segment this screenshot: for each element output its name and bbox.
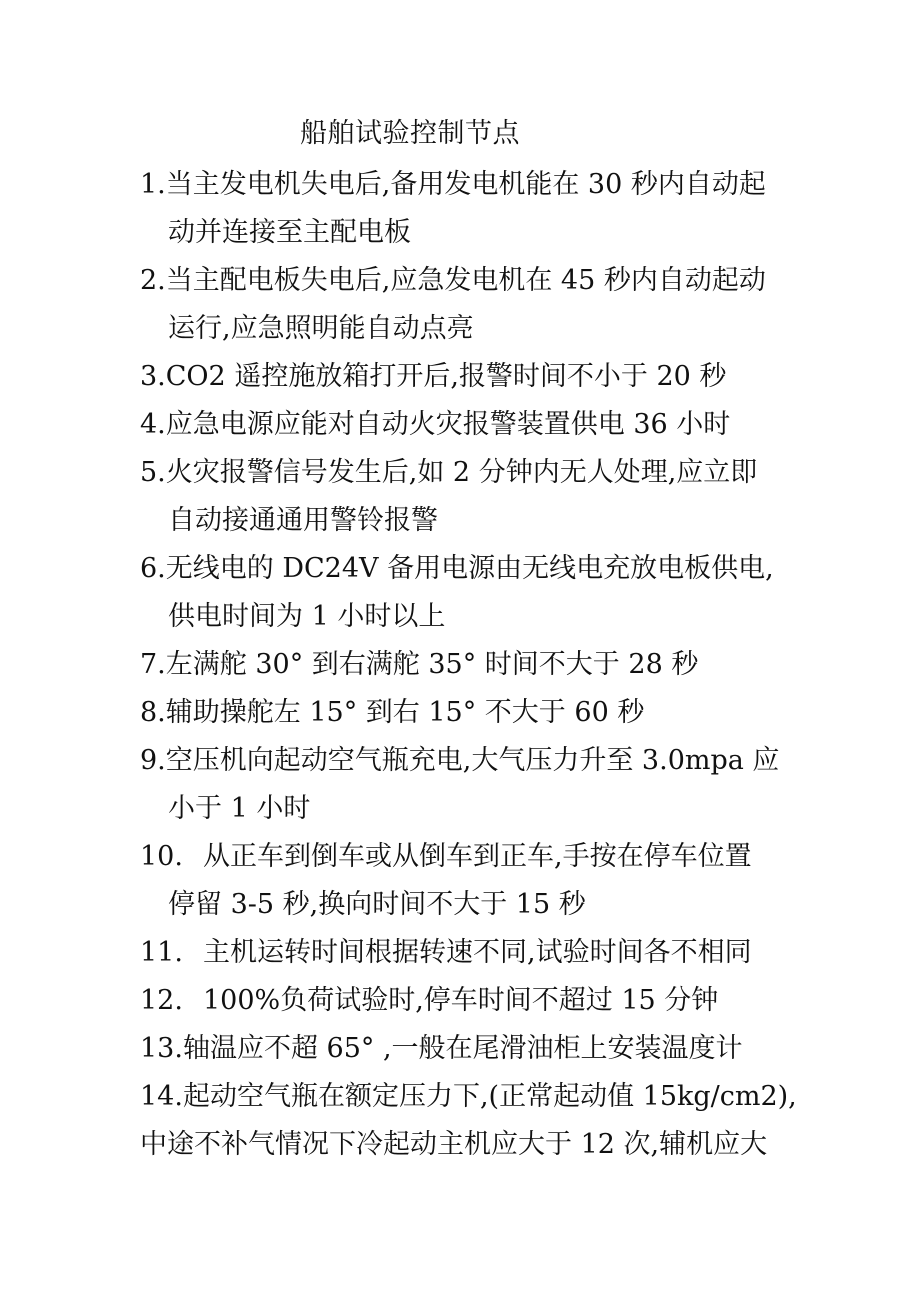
item-number: 8. [140,697,166,728]
list-item-7 [140,645,698,685]
list-item-3 [140,357,726,397]
item-number: 3. [140,361,166,392]
list-item-5 [140,453,757,493]
list-item-11 [140,933,752,973]
list-item-13 [140,1029,743,1069]
item-number: 6. [140,553,166,584]
list-item-6 [140,549,774,589]
item-text-line: 100%负荷试验时,停车时间不超过 15 分钟 [203,985,719,1016]
item-text-line: 火灾报警信号发生后,如 2 分钟内无人处理,应立即 [165,457,758,488]
list-item-9 [140,741,779,781]
item-number: 2. [140,265,166,296]
item-number: 4. [140,409,166,440]
item-text-line: CO2 遥控施放箱打开后,报警时间不小于 20 秒 [165,361,727,392]
item-text-line: 当主发电机失电后,备用发电机能在 30 秒内自动起 [165,169,766,200]
list-item-14 [140,1077,797,1117]
list-item-2 [140,261,766,301]
list-item-8 [140,693,644,733]
item-number: 9. [140,745,166,776]
item-text-line: 从正车到倒车或从倒车到正车,手按在停车位置 [203,841,752,872]
item-text-line: 小于 1 小时 [168,793,311,824]
item-text-line: 应急电源应能对自动火灾报警装置供电 36 小时 [165,409,731,440]
item-text-line: 供电时间为 1 小时以上 [168,601,446,632]
item-number: 7. [140,649,166,680]
item-number: 10. [140,841,183,872]
item-text-line: 运行,应急照明能自动点亮 [168,313,474,344]
item-number: 11. [140,937,183,968]
item-text-line: 辅助操舵左 15° 到右 15° 不大于 60 秒 [165,697,645,728]
item-text-line: 停留 3-5 秒,换向时间不大于 15 秒 [168,889,586,920]
item-text-line: 主机运转时间根据转速不同,试验时间各不相同 [203,937,752,968]
item-text-line: 左满舵 30° 到右满舵 35° 时间不大于 28 秒 [165,649,699,680]
item-text-line: 自动接通通用警铃报警 [168,505,438,536]
item-text-line: 轴温应不超 65° ,一般在尾滑油柜上安装温度计 [182,1033,743,1064]
list-item-1 [140,165,766,205]
item-number: 14. [140,1081,183,1112]
item-text-line: 起动空气瓶在额定压力下,(正常起动值 15kg/cm2), [182,1081,797,1112]
item-number: 1. [140,169,166,200]
item-number: 12. [140,985,183,1016]
item-text-line: 空压机向起动空气瓶充电,大气压力升至 3.0mpa 应 [165,745,780,776]
document-title: 船舶试验控制节点 [300,118,520,149]
item-text-line: 当主配电板失电后,应急发电机在 45 秒内自动起动 [165,265,766,296]
item-number: 13. [140,1033,183,1064]
item-text-line: 中途不补气情况下冷起动主机应大于 12 次,辅机应大 [140,1129,768,1160]
list-item-4 [140,405,730,445]
list-item-12 [140,981,718,1021]
list-item-10 [140,837,752,877]
item-number: 5. [140,457,166,488]
item-text-line: 动并连接至主配电板 [168,217,411,248]
item-text-line: 无线电的 DC24V 备用电源由无线电充放电板供电, [165,553,774,584]
